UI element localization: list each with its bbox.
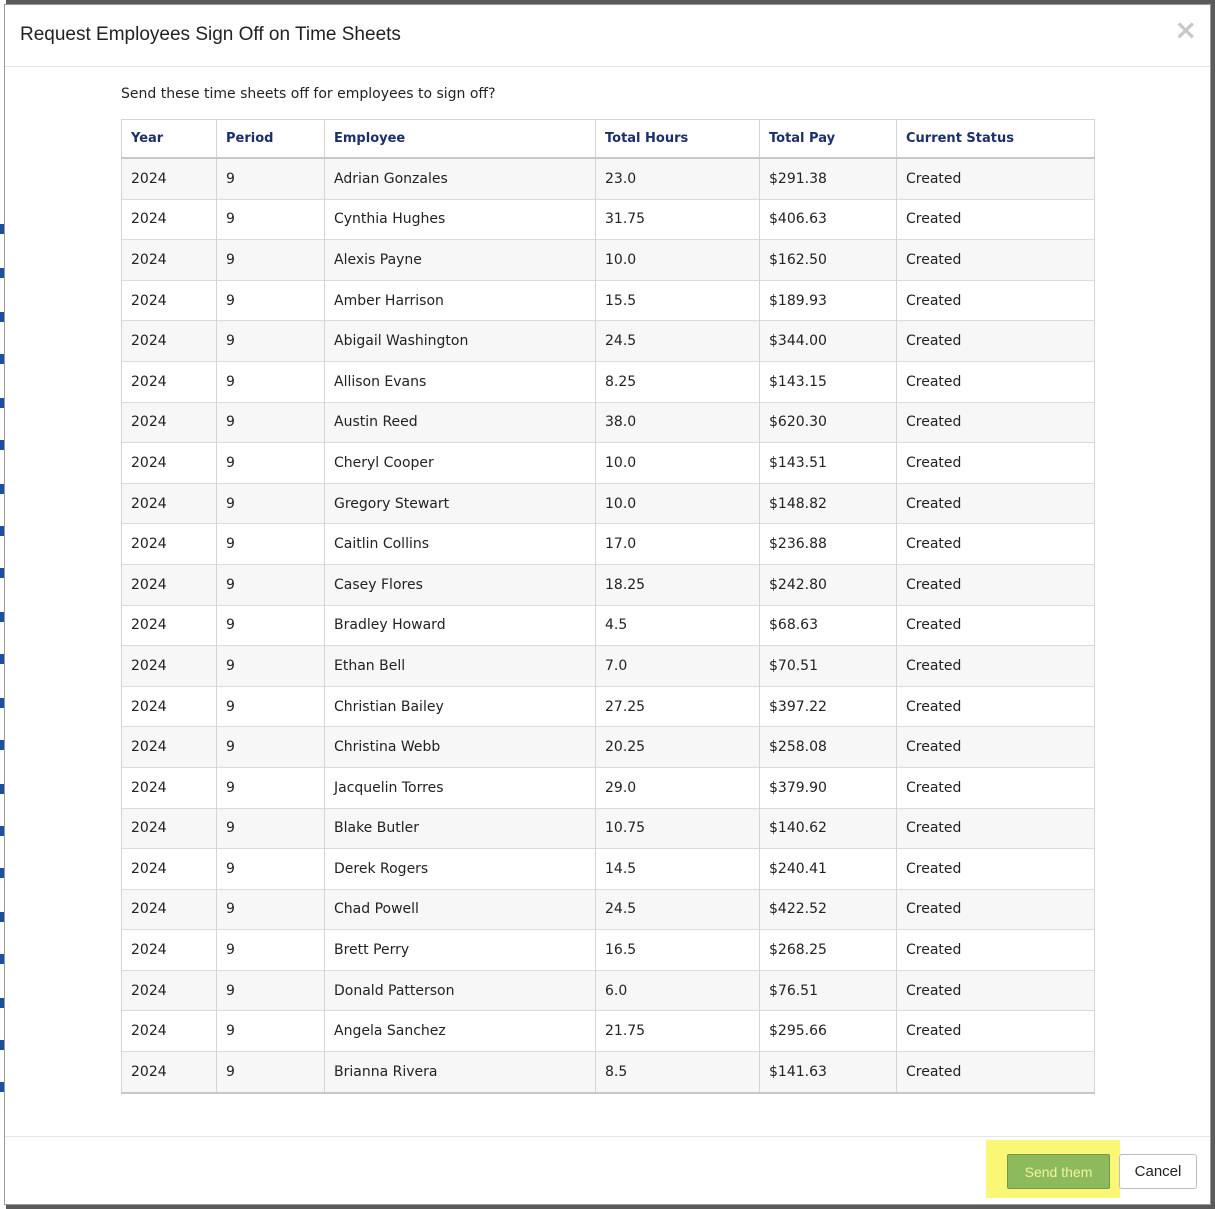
table-row xyxy=(122,280,1095,321)
cell-total-hours: 18.25 xyxy=(596,564,760,605)
column-header-employee: Employee xyxy=(325,120,596,159)
cell-total-hours: 17.0 xyxy=(596,524,760,565)
cell-total-hours: 10.0 xyxy=(596,483,760,524)
dialog-footer xyxy=(5,1136,1210,1204)
cell-period: 9 xyxy=(217,158,325,199)
cell-current-status: Created xyxy=(897,970,1095,1011)
confirmation-prompt: Send these time sheets off for employees to sign off? xyxy=(121,86,496,102)
table-row xyxy=(122,970,1095,1011)
table-row xyxy=(122,889,1095,930)
cell-period: 9 xyxy=(217,1011,325,1052)
cell-current-status: Created xyxy=(897,280,1095,321)
cell-employee: Cynthia Hughes xyxy=(325,199,596,240)
cell-total-hours: 7.0 xyxy=(596,646,760,687)
cell-year: 2024 xyxy=(122,970,217,1011)
cell-employee: Chad Powell xyxy=(325,889,596,930)
cell-period: 9 xyxy=(217,483,325,524)
cell-employee: Austin Reed xyxy=(325,402,596,443)
cell-employee: Christina Webb xyxy=(325,727,596,768)
table-row xyxy=(122,240,1095,281)
cell-period: 9 xyxy=(217,808,325,849)
cell-year: 2024 xyxy=(122,849,217,890)
table-row xyxy=(122,646,1095,687)
cell-period: 9 xyxy=(217,646,325,687)
cell-current-status: Created xyxy=(897,767,1095,808)
cell-total-pay: $242.80 xyxy=(760,564,897,605)
cell-employee: Caitlin Collins xyxy=(325,524,596,565)
cell-year: 2024 xyxy=(122,1011,217,1052)
table-row xyxy=(122,158,1095,199)
cell-current-status: Created xyxy=(897,849,1095,890)
cell-total-hours: 20.25 xyxy=(596,727,760,768)
cell-total-hours: 6.0 xyxy=(596,970,760,1011)
cell-total-pay: $140.62 xyxy=(760,808,897,849)
cell-employee: Brianna Rivera xyxy=(325,1052,596,1093)
cell-employee: Gregory Stewart xyxy=(325,483,596,524)
cell-total-hours: 4.5 xyxy=(596,605,760,646)
cell-year: 2024 xyxy=(122,767,217,808)
cell-total-pay: $68.63 xyxy=(760,605,897,646)
cell-employee: Alexis Payne xyxy=(325,240,596,281)
table-header-row xyxy=(122,120,1095,159)
cell-year: 2024 xyxy=(122,646,217,687)
cell-period: 9 xyxy=(217,443,325,484)
cell-period: 9 xyxy=(217,564,325,605)
cell-current-status: Created xyxy=(897,1052,1095,1093)
cell-total-hours: 15.5 xyxy=(596,280,760,321)
cell-year: 2024 xyxy=(122,524,217,565)
cell-total-hours: 10.75 xyxy=(596,808,760,849)
cell-current-status: Created xyxy=(897,361,1095,402)
table-row xyxy=(122,443,1095,484)
cell-total-pay: $141.63 xyxy=(760,1052,897,1093)
cell-current-status: Created xyxy=(897,524,1095,565)
table-row xyxy=(122,605,1095,646)
cell-year: 2024 xyxy=(122,808,217,849)
cell-current-status: Created xyxy=(897,605,1095,646)
cell-period: 9 xyxy=(217,321,325,362)
cell-employee: Bradley Howard xyxy=(325,605,596,646)
cell-employee: Casey Flores xyxy=(325,564,596,605)
cell-period: 9 xyxy=(217,199,325,240)
cell-current-status: Created xyxy=(897,483,1095,524)
cell-employee: Derek Rogers xyxy=(325,849,596,890)
table-row xyxy=(122,564,1095,605)
cell-current-status: Created xyxy=(897,158,1095,199)
column-header-total-hours: Total Hours xyxy=(596,120,760,159)
dialog-title: Request Employees Sign Off on Time Sheets xyxy=(20,24,401,45)
cell-total-hours: 23.0 xyxy=(596,158,760,199)
cell-total-hours: 16.5 xyxy=(596,930,760,971)
cell-total-hours: 10.0 xyxy=(596,240,760,281)
cell-total-pay: $148.82 xyxy=(760,483,897,524)
cell-year: 2024 xyxy=(122,564,217,605)
cell-year: 2024 xyxy=(122,1052,217,1093)
cell-employee: Christian Bailey xyxy=(325,686,596,727)
cell-employee: Adrian Gonzales xyxy=(325,158,596,199)
cell-total-pay: $291.38 xyxy=(760,158,897,199)
cell-period: 9 xyxy=(217,605,325,646)
cell-total-pay: $379.90 xyxy=(760,767,897,808)
cell-current-status: Created xyxy=(897,930,1095,971)
cell-total-hours: 8.25 xyxy=(596,361,760,402)
cell-year: 2024 xyxy=(122,280,217,321)
table-row xyxy=(122,808,1095,849)
table-row xyxy=(122,686,1095,727)
cell-year: 2024 xyxy=(122,930,217,971)
cell-year: 2024 xyxy=(122,240,217,281)
cell-total-pay: $422.52 xyxy=(760,889,897,930)
cell-employee: Brett Perry xyxy=(325,930,596,971)
cell-year: 2024 xyxy=(122,889,217,930)
cell-total-hours: 8.5 xyxy=(596,1052,760,1093)
cell-total-hours: 38.0 xyxy=(596,402,760,443)
cell-total-pay: $162.50 xyxy=(760,240,897,281)
cell-employee: Jacquelin Torres xyxy=(325,767,596,808)
cancel-button[interactable]: Cancel xyxy=(1119,1154,1197,1189)
cell-total-hours: 27.25 xyxy=(596,686,760,727)
cell-total-pay: $344.00 xyxy=(760,321,897,362)
cell-total-pay: $70.51 xyxy=(760,646,897,687)
cell-total-hours: 24.5 xyxy=(596,321,760,362)
cell-period: 9 xyxy=(217,930,325,971)
cell-total-pay: $397.22 xyxy=(760,686,897,727)
cell-total-pay: $268.25 xyxy=(760,930,897,971)
cell-current-status: Created xyxy=(897,199,1095,240)
cell-period: 9 xyxy=(217,889,325,930)
table-row xyxy=(122,524,1095,565)
table-row xyxy=(122,402,1095,443)
cell-current-status: Created xyxy=(897,402,1095,443)
cell-total-pay: $143.15 xyxy=(760,361,897,402)
cell-current-status: Created xyxy=(897,646,1095,687)
cell-total-pay: $143.51 xyxy=(760,443,897,484)
table-row xyxy=(122,727,1095,768)
table-row xyxy=(122,930,1095,971)
cell-total-pay: $258.08 xyxy=(760,727,897,768)
cell-year: 2024 xyxy=(122,402,217,443)
cell-employee: Donald Patterson xyxy=(325,970,596,1011)
cell-year: 2024 xyxy=(122,199,217,240)
cell-year: 2024 xyxy=(122,443,217,484)
cell-period: 9 xyxy=(217,524,325,565)
cell-employee: Amber Harrison xyxy=(325,280,596,321)
cell-period: 9 xyxy=(217,280,325,321)
cell-current-status: Created xyxy=(897,240,1095,281)
cell-total-hours: 31.75 xyxy=(596,199,760,240)
table-row xyxy=(122,321,1095,362)
cell-year: 2024 xyxy=(122,605,217,646)
cell-employee: Abigail Washington xyxy=(325,321,596,362)
close-icon[interactable]: × xyxy=(1174,13,1198,46)
cell-current-status: Created xyxy=(897,321,1095,362)
cell-total-pay: $620.30 xyxy=(760,402,897,443)
cell-employee: Cheryl Cooper xyxy=(325,443,596,484)
cell-period: 9 xyxy=(217,402,325,443)
cell-period: 9 xyxy=(217,361,325,402)
cell-total-hours: 21.75 xyxy=(596,1011,760,1052)
cell-total-pay: $406.63 xyxy=(760,199,897,240)
cell-total-hours: 24.5 xyxy=(596,889,760,930)
cell-employee: Allison Evans xyxy=(325,361,596,402)
column-header-current-status: Current Status xyxy=(897,120,1095,159)
time-sheets-table xyxy=(121,119,1095,1094)
cell-year: 2024 xyxy=(122,361,217,402)
table-row xyxy=(122,361,1095,402)
cell-current-status: Created xyxy=(897,727,1095,768)
column-header-period: Period xyxy=(217,120,325,159)
cell-total-pay: $295.66 xyxy=(760,1011,897,1052)
send-them-button[interactable]: Send them xyxy=(1007,1154,1110,1189)
cell-employee: Blake Butler xyxy=(325,808,596,849)
cell-employee: Ethan Bell xyxy=(325,646,596,687)
dialog-header xyxy=(5,5,1210,67)
cell-current-status: Created xyxy=(897,808,1095,849)
cell-year: 2024 xyxy=(122,483,217,524)
cell-current-status: Created xyxy=(897,889,1095,930)
cell-current-status: Created xyxy=(897,564,1095,605)
table-row xyxy=(122,1011,1095,1052)
cell-year: 2024 xyxy=(122,321,217,362)
cell-period: 9 xyxy=(217,240,325,281)
cell-current-status: Created xyxy=(897,443,1095,484)
cell-year: 2024 xyxy=(122,686,217,727)
cell-total-hours: 10.0 xyxy=(596,443,760,484)
cell-total-hours: 14.5 xyxy=(596,849,760,890)
table-row xyxy=(122,1052,1095,1093)
table-row xyxy=(122,199,1095,240)
cell-total-pay: $189.93 xyxy=(760,280,897,321)
column-header-year: Year xyxy=(122,120,217,159)
cell-period: 9 xyxy=(217,767,325,808)
cell-year: 2024 xyxy=(122,727,217,768)
cell-year: 2024 xyxy=(122,158,217,199)
cell-total-pay: $236.88 xyxy=(760,524,897,565)
cell-period: 9 xyxy=(217,686,325,727)
cell-current-status: Created xyxy=(897,1011,1095,1052)
table-row xyxy=(122,767,1095,808)
sign-off-dialog xyxy=(4,4,1211,1205)
cell-employee: Angela Sanchez xyxy=(325,1011,596,1052)
cell-period: 9 xyxy=(217,970,325,1011)
cell-period: 9 xyxy=(217,849,325,890)
column-header-total-pay: Total Pay xyxy=(760,120,897,159)
cell-total-pay: $76.51 xyxy=(760,970,897,1011)
cell-period: 9 xyxy=(217,727,325,768)
table-row xyxy=(122,483,1095,524)
cell-current-status: Created xyxy=(897,686,1095,727)
table-row xyxy=(122,849,1095,890)
cell-total-pay: $240.41 xyxy=(760,849,897,890)
cell-total-hours: 29.0 xyxy=(596,767,760,808)
cell-period: 9 xyxy=(217,1052,325,1093)
